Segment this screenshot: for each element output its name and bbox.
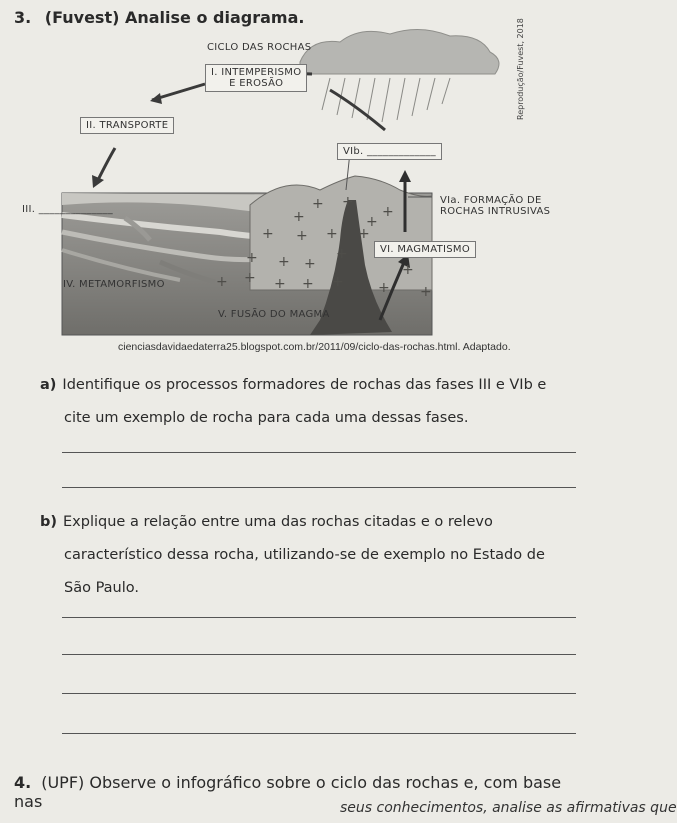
svg-text:+: +	[244, 270, 256, 286]
item-b-letter: b)	[40, 514, 58, 530]
svg-text:+: +	[420, 284, 432, 300]
svg-text:+: +	[216, 274, 228, 290]
svg-text:+: +	[302, 276, 314, 292]
phase-6b-label: VIb. _____________	[337, 143, 442, 160]
svg-text:+: +	[382, 204, 394, 220]
phase-6a-label: VIa. FORMAÇÃO DE ROCHAS INTRUSIVAS	[440, 195, 551, 217]
answer-line[interactable]	[62, 617, 576, 618]
question-title: (Fuvest) Analise o diagrama.	[44, 8, 305, 27]
phase-5-label: V. FUSÃO DO MAGMA	[218, 309, 330, 320]
item-a-letter: a)	[40, 377, 57, 393]
diagram-source: cienciasdavidaedaterra25.blogspot.com.br/2011/09/ciclo-das-rochas.html. Adaptado.	[118, 341, 511, 353]
answer-line[interactable]	[62, 733, 576, 734]
question-4-text: (UPF) Observe o infográfico sobre o ciclo das rochas e, com base nas	[14, 773, 562, 811]
item-a-line-2: cite um exemplo de rocha para cada uma dessas fases.	[64, 410, 469, 426]
svg-text:+: +	[274, 276, 286, 292]
svg-text:+: +	[278, 254, 290, 270]
svg-text:+: +	[366, 214, 378, 230]
rain-lines	[322, 78, 450, 122]
item-b-line-3: São Paulo.	[64, 580, 139, 596]
phase-4-label: IV. METAMORFISMO	[63, 279, 165, 290]
cloud-shape	[300, 29, 499, 74]
item-b-line-1: Explique a relação entre uma das rochas citadas e o relevo	[63, 514, 493, 530]
svg-text:+: +	[296, 228, 308, 244]
item-b-line-2: característico dessa rocha, utilizando-se de exemplo no Estado de	[64, 547, 545, 563]
answer-line[interactable]	[62, 693, 576, 694]
item-a	[40, 373, 560, 431]
question-4-continuation: seus conhecimentos, analise as afirmativas que	[340, 800, 677, 816]
transport-arrow	[98, 148, 115, 180]
phase-3-label: III. ______________	[22, 204, 113, 215]
svg-text:+: +	[326, 226, 338, 242]
image-credit: Reprodução/Fuvest, 2018	[516, 18, 525, 120]
svg-text:+: +	[336, 246, 348, 262]
rock-cycle-diagram	[0, 0, 581, 340]
svg-text:+: +	[358, 226, 370, 242]
svg-text:+: +	[342, 194, 354, 210]
svg-text:+: +	[304, 256, 316, 272]
svg-text:+: +	[293, 209, 305, 225]
svg-text:+: +	[402, 262, 414, 278]
svg-text:+: +	[246, 250, 258, 266]
svg-text:+: +	[332, 274, 344, 290]
svg-text:+: +	[312, 196, 324, 212]
svg-text:+: +	[378, 280, 390, 296]
phase-2-label: II. TRANSPORTE	[80, 117, 174, 134]
svg-text:+: +	[262, 226, 274, 242]
question-number: 3.	[14, 8, 32, 27]
answer-line[interactable]	[62, 654, 576, 655]
answer-line[interactable]	[62, 452, 576, 453]
diagram-title: CICLO DAS ROCHAS	[207, 42, 312, 53]
answer-line[interactable]	[62, 487, 576, 488]
question-4-number: 4.	[14, 773, 32, 792]
item-b	[40, 510, 560, 601]
phase-1-label: I. INTEMPERISMO E EROSÃO	[205, 64, 307, 92]
phase-6-label: VI. MAGMATISMO	[374, 241, 476, 258]
item-a-line-1: Identifique os processos formadores de rochas das fases III e VIb e	[62, 377, 547, 393]
